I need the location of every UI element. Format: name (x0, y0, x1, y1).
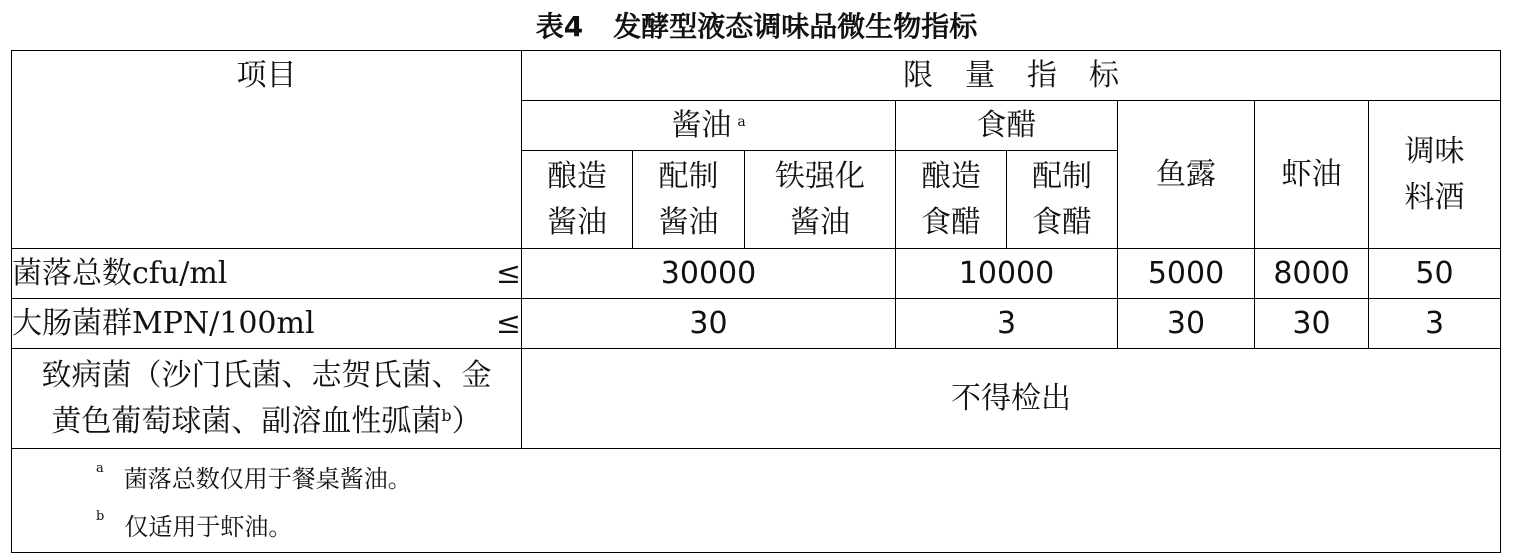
footnote-a (96, 455, 1500, 503)
row-coliform-label: 大肠菌群MPN/100ml (12, 305, 315, 341)
row-pathogen-close: ） (451, 403, 482, 439)
col-iron-soy-l1: 铁强化 (775, 158, 865, 194)
footnote-b-mark: b (96, 509, 105, 524)
row-pathogen-label-cell (12, 349, 522, 449)
col-shrimp-oil-label: 虾油 (1281, 156, 1342, 192)
row-colonies-label: 菌落总数cfu/ml (12, 255, 228, 291)
footnote-ref-a: a (737, 113, 746, 130)
row-pathogen-line1: 致病菌（沙门氏菌、志贺氏菌、金 (41, 357, 492, 393)
col-blended-vinegar-l2: 食醋 (1032, 204, 1092, 240)
col-cooking-wine-l1: 调味 (1404, 133, 1465, 169)
row-coliform-op: ≤ (495, 305, 521, 341)
col-fish-sauce-label: 鱼露 (1156, 156, 1216, 192)
header-item-label: 项目 (236, 58, 297, 93)
group-soy-sauce (522, 101, 896, 151)
footnote-b (96, 503, 1500, 551)
col-blended-vinegar-l1: 配制 (1032, 158, 1092, 194)
cell-colonies-shrimp: 8000 (1255, 249, 1369, 299)
cell-colonies-fish: 5000 (1118, 249, 1255, 299)
microbial-limits-table (11, 50, 1501, 553)
group-vinegar (896, 101, 1118, 151)
col-blended-soy (633, 151, 745, 249)
col-iron-soy (745, 151, 896, 249)
col-shrimp-oil (1255, 101, 1369, 249)
footnote-a-text: 菌落总数仅用于餐桌酱油。 (123, 465, 412, 493)
table-number: 表4 (535, 10, 584, 43)
footnote-ref-b: b (441, 405, 452, 425)
row-total-colonies (12, 249, 1501, 299)
col-blended-soy-l1: 配制 (658, 158, 719, 194)
col-brewed-vinegar-l2: 食醋 (921, 204, 981, 240)
table-caption: 发酵型液态调味品微生物指标 (613, 10, 978, 43)
cell-coliform-vinegar: 3 (896, 299, 1118, 349)
group-soy-label: 酱油 (671, 107, 732, 143)
row-pathogen-line2: 黄色葡萄球菌、副溶血性弧菌 (51, 403, 442, 439)
footnote-a-mark: a (96, 461, 104, 476)
col-brewed-vinegar (896, 151, 1007, 249)
header-limits (522, 51, 1501, 101)
row-coliform-label-cell (12, 299, 522, 349)
row-colonies-op: ≤ (495, 255, 521, 291)
cell-coliform-shrimp: 30 (1255, 299, 1369, 349)
col-cooking-wine-l2: 料酒 (1404, 179, 1465, 215)
col-brewed-vinegar-l1: 酿造 (921, 158, 981, 194)
col-blended-soy-l2: 酱油 (658, 204, 719, 240)
header-limits-label: 限量指标 (903, 57, 1151, 93)
col-cooking-wine (1369, 101, 1501, 249)
table-title (0, 8, 1513, 46)
row-colonies-label-cell (12, 249, 522, 299)
footnote-b-text: 仅适用于虾油。 (124, 513, 293, 541)
cell-coliform-wine: 3 (1369, 299, 1501, 349)
row-footnotes (12, 449, 1501, 553)
header-row-1 (12, 51, 1501, 101)
footnotes-cell (12, 449, 1501, 553)
group-vinegar-label: 食醋 (976, 107, 1037, 143)
cell-pathogen-value: 不得检出 (522, 349, 1501, 449)
col-fish-sauce (1118, 101, 1255, 249)
cell-coliform-soy: 30 (522, 299, 896, 349)
cell-colonies-vinegar: 10000 (896, 249, 1118, 299)
row-pathogen (12, 349, 1501, 449)
col-brewed-soy-l1: 酿造 (547, 158, 607, 194)
cell-coliform-fish: 30 (1118, 299, 1255, 349)
row-coliform (12, 299, 1501, 349)
header-item (12, 51, 522, 249)
cell-colonies-wine: 50 (1369, 249, 1501, 299)
col-iron-soy-l2: 酱油 (790, 204, 850, 240)
col-brewed-soy (522, 151, 633, 249)
cell-colonies-soy: 30000 (522, 249, 896, 299)
col-blended-vinegar (1007, 151, 1118, 249)
col-brewed-soy-l2: 酱油 (547, 204, 607, 240)
